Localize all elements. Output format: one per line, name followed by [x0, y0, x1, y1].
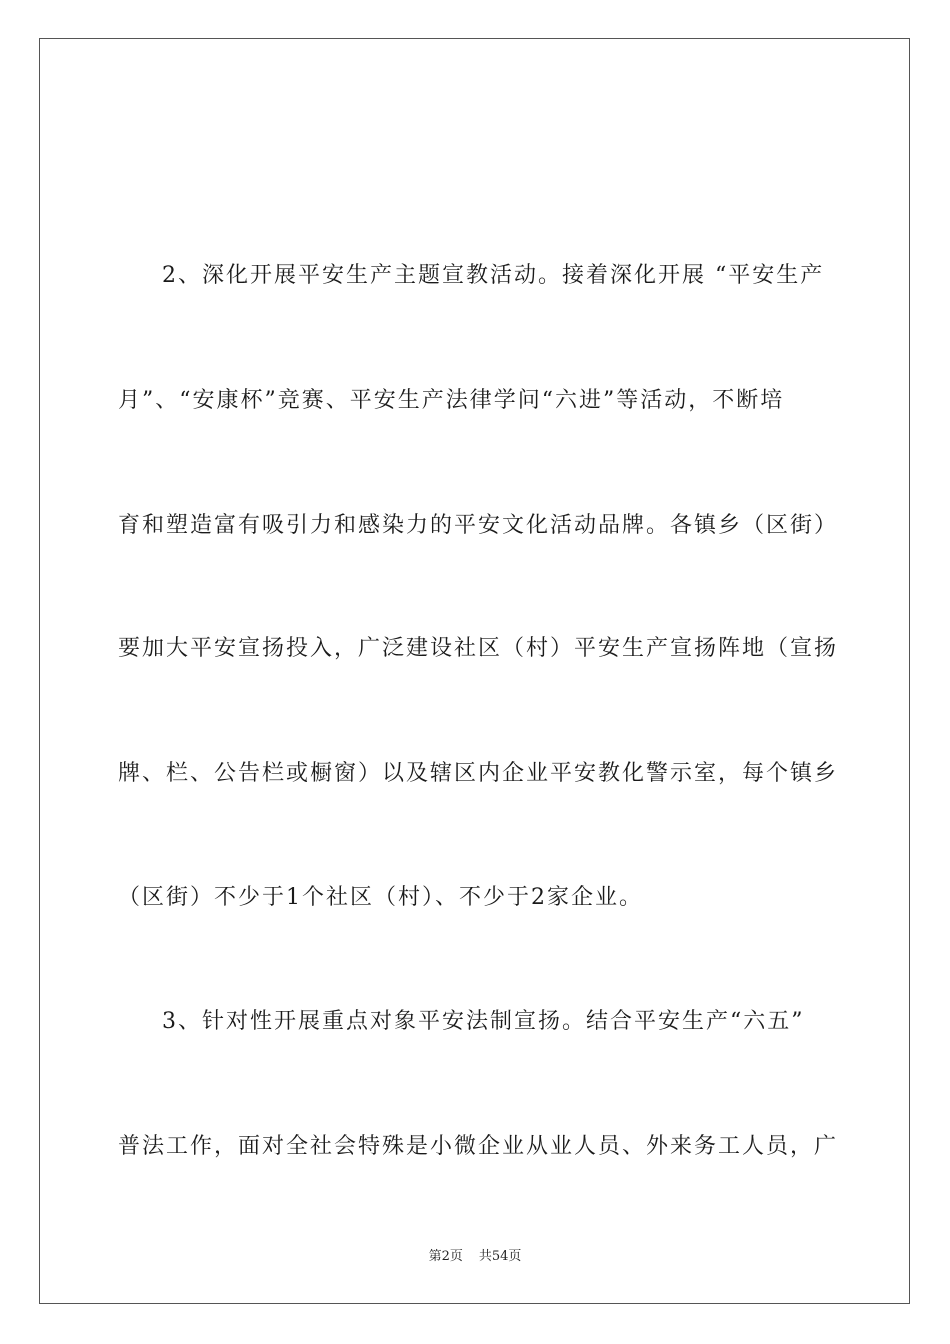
- paragraph-2-line-1: 2、深化开展平安生产主题宣教活动。接着深化开展 “平安生产: [162, 263, 825, 288]
- paragraph-2-line-4: 要加大平安宣扬投入，广泛建设社区（村）平安生产宣扬阵地（宣扬: [118, 636, 839, 661]
- total-pages: 共54页: [478, 1249, 522, 1264]
- page-border: [39, 38, 910, 1304]
- page-number: 第2页: [428, 1249, 463, 1264]
- paragraph-2-line-3: 育和塑造富有吸引力和感染力的平安文化活动品牌。各镇乡（区街）: [118, 513, 839, 538]
- paragraph-2-line-6: （区街）不少于1个社区（村）、不少于2家企业。: [118, 885, 643, 910]
- paragraph-2-line-2: 月”、“安康杯”竞赛、平安生产法律学问“六进”等活动，不断培: [118, 388, 785, 413]
- page-footer: [0, 1248, 950, 1266]
- paragraph-3-line-2: 普法工作，面对全社会特殊是小微企业从业人员、外来务工人员，广: [118, 1134, 839, 1159]
- paragraph-2-line-5: 牌、栏、公告栏或橱窗）以及辖区内企业平安教化警示室，每个镇乡: [118, 761, 839, 786]
- paragraph-3-line-1: 3、针对性开展重点对象平安法制宣扬。结合平安生产“六五”: [162, 1009, 805, 1034]
